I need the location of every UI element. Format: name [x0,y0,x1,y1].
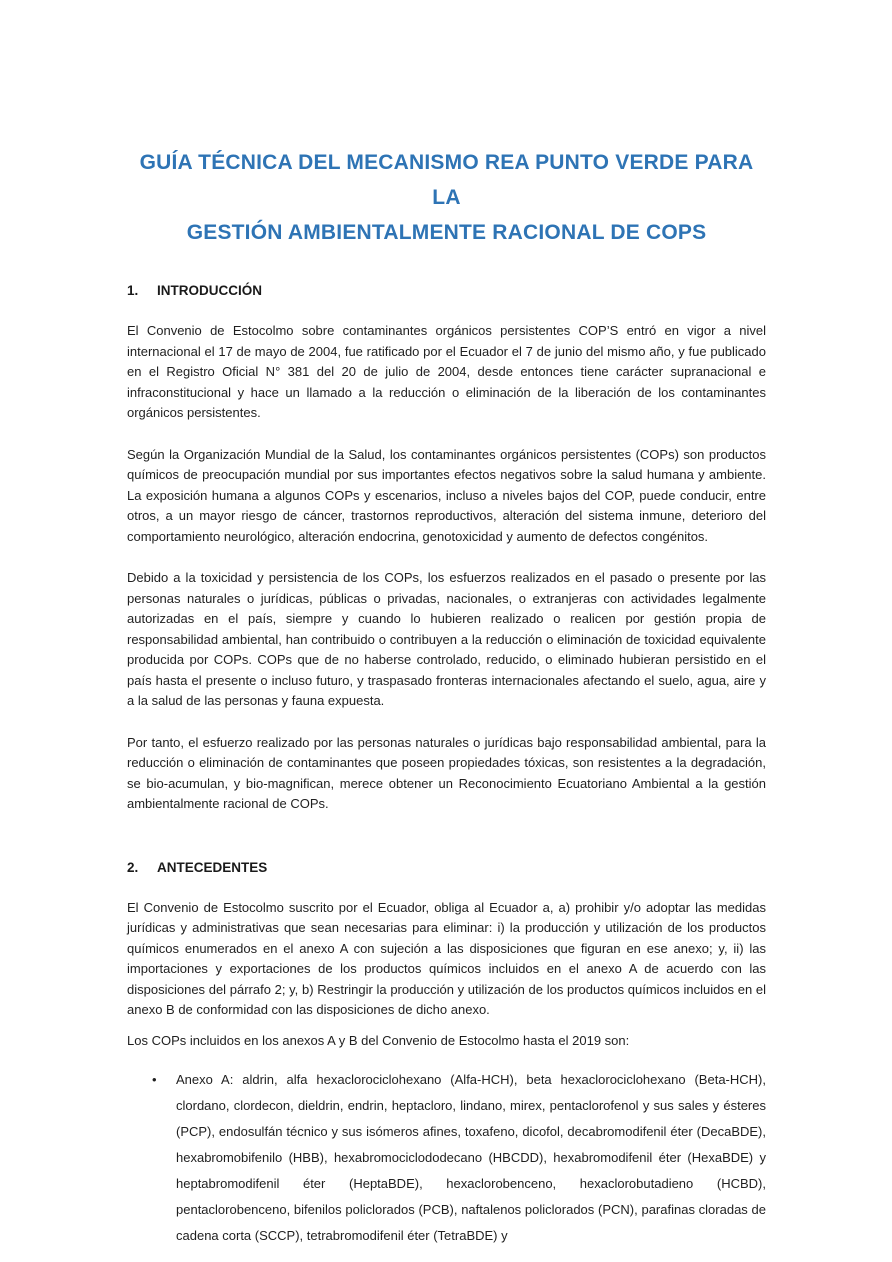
paragraph: Según la Organización Mundial de la Salud, los contaminantes orgánicos persistentes (COPs) son productos químicos de preocupación mundial por sus importantes efectos negativos sobre la salud humana y ambiente. La exposición humana a algunos COPs y escenarios, incluso a niveles bajos del COP, puede conducir, entre otros, a un mayor riesgo de cáncer, trastornos reproductivos, alteración del sistema inmune, deterioro del comportamiento neurológico, alteración endocrina, genotoxicidad y aumento de defectos congénitos. [127,446,766,544]
section-heading-label: INTRODUCCIÓN [157,283,262,298]
paragraph: El Convenio de Estocolmo sobre contaminantes orgánicos persistentes COP’S entró en vigor a nivel internacional el 17 de mayo de 2004, fue ratificado por el Ecuador el 7 de junio del mismo año, y fue publicado en el Registro Oficial N° 381 del 20 de julio de 2004, desde entonces tiene carácter supranacional e infraconstitucional y hace un llamado a la reducción o eliminación de la liberación de los contaminantes orgánicos persistentes. [127,323,766,420]
section-number: 2. [127,859,139,875]
list-item [152,1067,766,1249]
section-heading-label: ANTECEDENTES [157,859,268,875]
section-heading-introduccion [127,282,766,300]
page-title-line2: GESTIÓN AMBIENTALMENTE RACIONAL DE COPS [186,221,707,244]
page-title [127,145,766,250]
list-lead-line: Los COPs incluidos en los anexos A y B del Convenio de Estocolmo hasta el 2019 son: [127,1032,630,1048]
paragraph: El Convenio de Estocolmo suscrito por el Ecuador, obliga al Ecuador a, a) prohibir y/o adoptar las medidas jurídicas y administrativas que sean necesarias para eliminar: i) la producción y utilización de los productos químicos enumerados en el anexo A con sujeción a las disposiciones que figuran en ese anexo; y, ii) las importaciones y exportaciones de los productos químicos incluidos en el anexo A de acuerdo con las disposiciones del párrafo 2; y, b) Restringir la producción y utilización de los productos químicos incluidos en el anexo B de conformidad con las disposiciones de dicho anexo. [127,899,766,1017]
paragraph: Por tanto, el esfuerzo realizado por las personas naturales o jurídicas bajo responsabilidad ambiental, para la reducción o eliminación de contaminantes que poseen propiedades tóxicas, son resistentes a la degradación, se bio-acumulan, y bio-magnifican, merece obtener un Reconocimiento Ecuatoriano Ambiental a la gestión ambientalmente racional de COPs. [127,734,766,811]
bullet-text: Anexo A: aldrin, alfa hexaclorociclohexano (Alfa-HCH), beta hexaclorociclohexano (Beta-HCH), clordano, clordecon, dieldrin, endrin, heptacloro, lindano, mirex, pentaclorofenol y sus sales y ésteres (PCP), endosulfán técnico y sus isómeros afines, toxafeno, dicofol, decabromodifenil éter (DecaBDE), hexabromobifenilo (HBB), hexabromociclododecano (HBCDD), hexabromodifenil éter (HexaBDE) y heptabromodifenil éter (HeptaBDE), hexaclorobenceno, hexaclorobutadieno (HCBD), pentaclorobenceno, bifenilos policlorados (PCB), naftalenos policlorados (PCN), parafinas cloradas de cadena corta (SCCP), tetrabromodifenil éter (TetraBDE) y [176,1072,766,1243]
page-title-line1: GUÍA TÉCNICA DEL MECANISMO REA PUNTO VERDE PARA LA [139,151,754,209]
bullet-marker: • [152,1072,157,1087]
section-number: 1. [127,283,139,298]
paragraph: Debido a la toxicidad y persistencia de los COPs, los esfuerzos realizados en el pasado o presente por las personas naturales o jurídicas, públicas o privadas, nacionales, o extranjeras con actividades legalmente autorizadas en el país, siempre y cuando lo hubieren realizado o realicen por gestión propia de responsabilidad ambiental, han contribuido o contribuyen a la reducción o eliminación de toxicidad equivalente producida por COPs. COPs que de no haberse controlado, reducido, o eliminado hubieran persistido en el país hasta el presente o incluso futuro, y traspasado fronteras internacionales afectando el suelo, agua, aire y a la salud de las personas y fauna expuesta. [127,570,766,708]
section-heading-antecedentes [127,859,766,877]
